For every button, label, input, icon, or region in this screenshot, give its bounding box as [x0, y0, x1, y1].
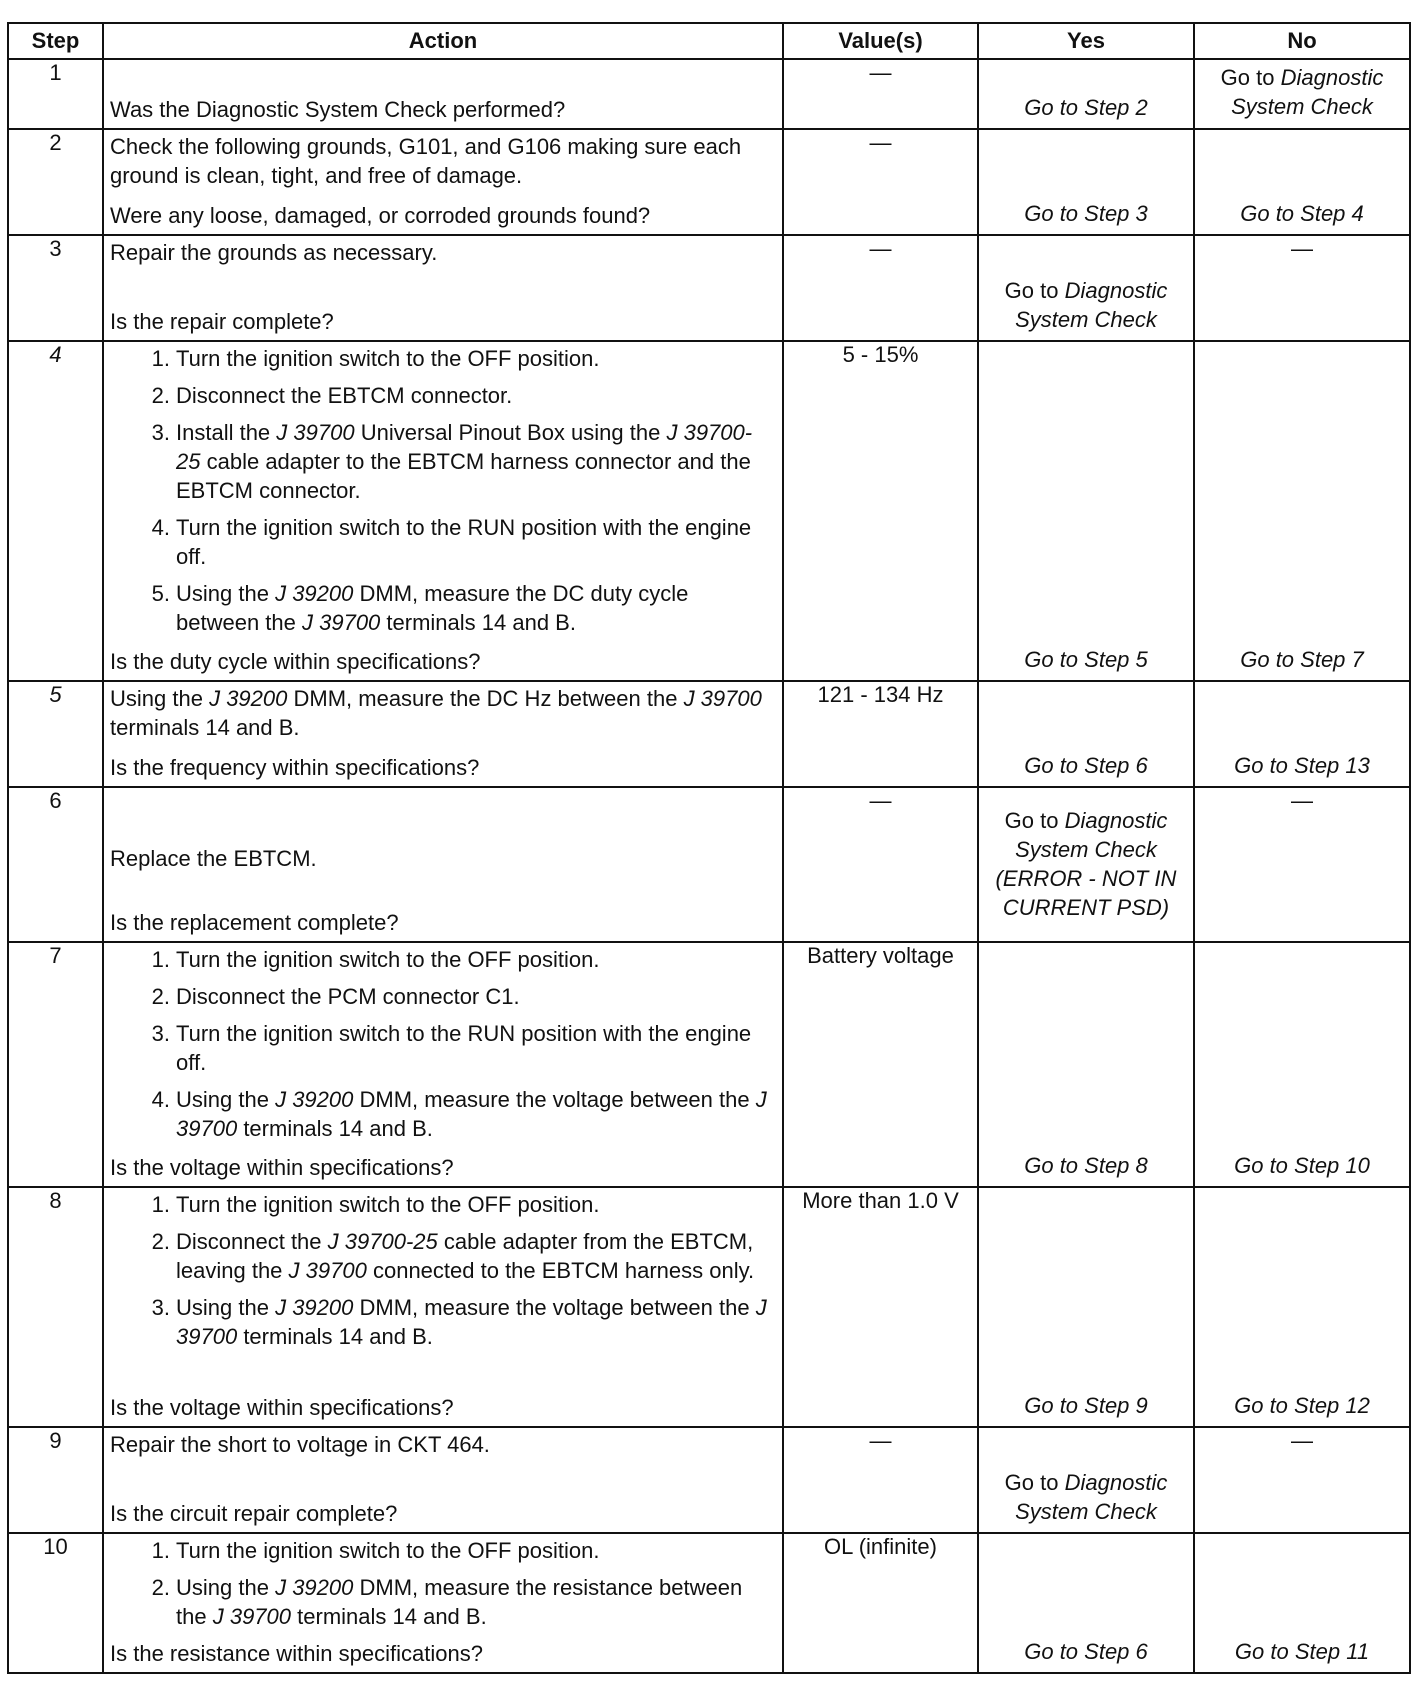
action-cell — [103, 341, 783, 681]
value-cell: — — [783, 59, 978, 129]
no-italic: Diagnostic System Check — [1231, 65, 1384, 119]
step-number: 4 — [8, 341, 103, 681]
diagnostic-table — [7, 22, 1411, 1674]
table-row — [8, 787, 1410, 942]
yes-link: Go to Step 3 — [1024, 201, 1148, 226]
no-cell — [1194, 681, 1410, 787]
no-link: Go to Step 12 — [1234, 1393, 1370, 1418]
action-question: Is the repair complete? — [110, 309, 334, 334]
yes-cell — [978, 59, 1194, 129]
list-item: 2. Using the J 39200 DMM, measure the resistance between the J 39700 terminals 14 and B. — [151, 1575, 743, 1629]
no-cell: — — [1194, 787, 1410, 942]
yes-cell — [978, 1187, 1194, 1427]
yes-cell — [978, 681, 1194, 787]
header-action: Action — [103, 23, 783, 59]
table-row — [8, 681, 1410, 787]
list-item: 2. Disconnect the EBTCM connector. — [151, 383, 513, 408]
list-item: 4. Turn the ignition switch to the RUN position with the engine off. — [151, 515, 752, 569]
header-no: No — [1194, 23, 1410, 59]
no-cell — [1194, 129, 1410, 235]
yes-link: Go to Step 9 — [1024, 1393, 1148, 1418]
action-question: Were any loose, damaged, or corroded grounds found? — [110, 203, 651, 228]
list-item: 3. Turn the ignition switch to the RUN position with the engine off. — [151, 1021, 752, 1075]
list-item: 1. Turn the ignition switch to the OFF position. — [151, 1538, 600, 1563]
yes-prefix: Go to — [1004, 278, 1059, 303]
value-cell: — — [783, 235, 978, 341]
action-question: Is the voltage within specifications? — [110, 1395, 454, 1420]
action-question: Is the replacement complete? — [110, 910, 399, 935]
value-cell: Battery voltage — [783, 942, 978, 1187]
no-link: Go to Step 4 — [1240, 201, 1364, 226]
header-yes: Yes — [978, 23, 1194, 59]
action-question: Is the circuit repair complete? — [110, 1501, 398, 1526]
action-intro: Repair the grounds as necessary. — [110, 240, 438, 265]
procedure-list — [110, 1536, 774, 1631]
step-number: 9 — [8, 1427, 103, 1533]
yes-italic: Diagnostic System Check — [1015, 278, 1168, 332]
step-number: 6 — [8, 787, 103, 942]
no-cell: — — [1194, 235, 1410, 341]
yes-cell — [978, 787, 1194, 942]
no-link: Go to Step 10 — [1234, 1153, 1370, 1178]
no-cell: — — [1194, 1427, 1410, 1533]
step-number: 8 — [8, 1187, 103, 1427]
action-question: Was the Diagnostic System Check performed? — [110, 97, 566, 122]
yes-cell — [978, 235, 1194, 341]
table-row — [8, 341, 1410, 681]
action-cell — [103, 942, 783, 1187]
no-cell — [1194, 1533, 1410, 1673]
yes-prefix: Go to — [1004, 1470, 1059, 1495]
header-step: Step — [8, 23, 103, 59]
value-cell: — — [783, 129, 978, 235]
value-cell: More than 1.0 V — [783, 1187, 978, 1427]
step-number: 10 — [8, 1533, 103, 1673]
yes-italic: Diagnostic System Check — [1015, 1470, 1168, 1524]
yes-prefix: Go to — [1004, 807, 1059, 833]
yes-link: Go to Step 6 — [1024, 1639, 1148, 1664]
value-cell: — — [783, 1427, 978, 1533]
action-intro: Using the J 39200 DMM, measure the DC Hz between the J 39700 terminals 14 and B. — [110, 686, 762, 740]
value-cell: — — [783, 787, 978, 942]
action-cell — [103, 59, 783, 129]
yes-cell — [978, 341, 1194, 681]
table-row — [8, 942, 1410, 1187]
yes-link: Go to Step 6 — [1024, 753, 1148, 778]
table-row — [8, 1187, 1410, 1427]
header-values: Value(s) — [783, 23, 978, 59]
no-cell — [1194, 1187, 1410, 1427]
procedure-list — [110, 344, 774, 637]
yes-link: Go to Step 2 — [1024, 95, 1148, 120]
diagnostic-table-page — [7, 22, 1409, 1674]
table-row — [8, 129, 1410, 235]
value-cell: 121 - 134 Hz — [783, 681, 978, 787]
action-question: Is the voltage within specifications? — [110, 1155, 454, 1180]
no-link: Go to Step 11 — [1234, 1639, 1370, 1664]
yes-cell — [978, 1533, 1194, 1673]
table-row — [8, 1533, 1410, 1673]
step-number: 3 — [8, 235, 103, 341]
step-number: 1 — [8, 59, 103, 129]
list-item: 2. Disconnect the J 39700-25 cable adapter from the EBTCM, leaving the J 39700 connected to the EBTCM harness only. — [151, 1229, 755, 1283]
action-question: Is the frequency within specifications? — [110, 755, 480, 780]
list-item: 3. Using the J 39200 DMM, measure the voltage between the J 39700 terminals 14 and B. — [151, 1295, 767, 1349]
action-question: Is the resistance within specifications? — [110, 1641, 483, 1666]
yes-cell — [978, 1427, 1194, 1533]
yes-link: Go to Step 5 — [1024, 647, 1148, 672]
value-cell: 5 - 15% — [783, 341, 978, 681]
action-cell — [103, 1187, 783, 1427]
list-item: 1. Turn the ignition switch to the OFF position. — [151, 346, 600, 371]
yes-cell — [978, 129, 1194, 235]
no-cell — [1194, 341, 1410, 681]
action-cell — [103, 787, 783, 942]
no-prefix: Go to — [1220, 65, 1275, 90]
table-row — [8, 235, 1410, 341]
list-item: 1. Turn the ignition switch to the OFF position. — [151, 1192, 600, 1217]
action-intro: Repair the short to voltage in CKT 464. — [110, 1432, 490, 1457]
step-number: 7 — [8, 942, 103, 1187]
no-link: Go to Step 7 — [1240, 647, 1364, 672]
table-row — [8, 1427, 1410, 1533]
yes-link: Go to Step 8 — [1024, 1153, 1148, 1178]
list-item: 5. Using the J 39200 DMM, measure the DC duty cycle between the J 39700 terminals 14 and B. — [151, 581, 689, 635]
action-question: Is the duty cycle within specifications? — [110, 649, 481, 674]
step-number: 5 — [8, 681, 103, 787]
list-item: 3. Install the J 39700 Universal Pinout Box using the J 39700-25 cable adapter to the EBTCM harness connector and the EBTCM connector. — [151, 420, 753, 503]
action-cell — [103, 681, 783, 787]
no-cell — [1194, 942, 1410, 1187]
no-link: Go to Step 13 — [1234, 753, 1370, 778]
action-cell — [103, 129, 783, 235]
list-item: 4. Using the J 39200 DMM, measure the voltage between the J 39700 terminals 14 and B. — [151, 1087, 767, 1141]
table-row — [8, 59, 1410, 129]
action-intro: Replace the EBTCM. — [110, 846, 317, 871]
action-intro: Check the following grounds, G101, and G106 making sure each ground is clean, tight, and free of damage. — [110, 134, 742, 188]
list-item: 2. Disconnect the PCM connector C1. — [151, 984, 520, 1009]
procedure-list — [110, 1190, 774, 1351]
procedure-list — [110, 945, 774, 1143]
action-cell — [103, 1533, 783, 1673]
yes-italic: Diagnostic System Check (ERROR - NOT IN CURRENT PSD) — [995, 807, 1177, 920]
header-row — [8, 23, 1410, 59]
action-cell — [103, 235, 783, 341]
yes-cell — [978, 942, 1194, 1187]
step-number: 2 — [8, 129, 103, 235]
list-item: 1. Turn the ignition switch to the OFF position. — [151, 947, 600, 972]
value-cell: OL (infinite) — [783, 1533, 978, 1673]
no-cell — [1194, 59, 1410, 129]
action-cell — [103, 1427, 783, 1533]
